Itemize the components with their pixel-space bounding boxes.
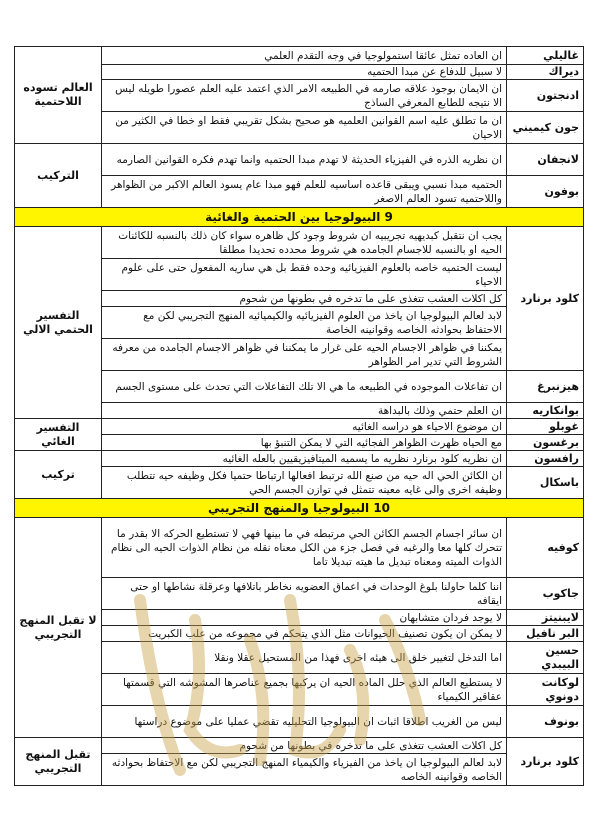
philosopher-name: لايبنيتز bbox=[507, 610, 584, 626]
quote-text: لابد لعالم البيولوجيا ان ياخذ من العلوم الفيزيائيه والكيميائيه المنهج التجريبي لكن مع الاحتفاظ بحوادثه الخاصه وقوانينه الخاصة bbox=[102, 307, 507, 339]
quote-text: كل اكلات العشب تتغذى على ما تدخره في بطونها من شحوم bbox=[102, 738, 507, 754]
quote-text: لابد لعالم البيولوجيا ان ياخذ من الفيزياء والكيمياء المنهج التجريبي لكن مع الاحتفاظ بحوادثه الخاصه وقوانينه الخاصه bbox=[102, 754, 507, 786]
philosopher-name: كلود برنارد bbox=[507, 227, 584, 371]
philosopher-name: غاليلي bbox=[507, 47, 584, 65]
position-label: التفسير الحتمي الالي bbox=[15, 227, 102, 419]
philosopher-name: حسين البيبدي bbox=[507, 642, 584, 674]
quote-text: ان الايمان بوجود علاقه صارمه في الطبيعه الامر الذي اعتمد عليه العلم عصورا طويله ليس الا نتيجه للطابع المعرفي الساذج bbox=[102, 80, 507, 112]
quote-text: لا يمكن ان يكون تصنيف الحيوانات مثل الذي يتحكم في مجموعه من علب الكبريت bbox=[102, 626, 507, 642]
quote-text: ان نظريه كلود برنارد نظريه ما يسميه الميتافيزيقيين بالعله الغائيه bbox=[102, 451, 507, 467]
table-row bbox=[15, 227, 584, 259]
quote-text: ان موضوع الاحياء هو دراسه الغائيه bbox=[102, 419, 507, 435]
philosopher-name: كوفيه bbox=[507, 518, 584, 578]
position-label: التفسير الغائي bbox=[15, 419, 102, 451]
philosopher-name: ديراك bbox=[507, 65, 584, 80]
quote-text: اننا كلما حاولنا بلوغ الوحدات في اعماق العضويه نخاطر باتلافها وعرقلة نشاطها او حتى ايقافه bbox=[102, 578, 507, 610]
quote-text: الحتميه مبدا نسبي ويبقى قاعده اساسيه للعلم فهو مبدا عام يسود العالم الاكبر من الظواهر واللاحتميه تسود العالم الاصغر bbox=[102, 176, 507, 208]
position-label: العالم تسوده اللاحتمية bbox=[15, 47, 102, 144]
position-label: التركيب bbox=[15, 144, 102, 208]
philosopher-name: بوفون bbox=[507, 176, 584, 208]
quote-text: ان العاده تمثل عائقا استمولوجيا في وجه التقدم العلمي bbox=[102, 47, 507, 65]
philosopher-name: لوكانت دونوي bbox=[507, 674, 584, 706]
quote-text: ان العلم حتمي وذلك بالبداهة bbox=[102, 403, 507, 419]
philosopher-name: جاكوب bbox=[507, 578, 584, 610]
philosopher-name: كلود برنارد bbox=[507, 738, 584, 786]
quote-text: ان الكائن الحي اله حيه من صنع الله ترتبط افعالها ارتباطا حتميا فكل وظيفه حيه تتطلب وظيفه اخرى والى غايه معينه تتمثل في توازن الجسم الحي bbox=[102, 467, 507, 499]
philosopher-name: جون كيميني bbox=[507, 112, 584, 144]
table-row bbox=[15, 451, 584, 467]
quote-text: لا سبيل للدفاع عن مبدا الحتميه bbox=[102, 65, 507, 80]
section-header: 10 البيولوجيا والمنهج التجريبي bbox=[15, 499, 584, 518]
section-header-row bbox=[15, 208, 584, 227]
quote-text: ان تفاعلات الموجوده في الطبيعه ما هي الا تلك التفاعلات التي تحدث على مستوى الجسم bbox=[102, 371, 507, 403]
philosopher-name: هيزنبرغ bbox=[507, 371, 584, 403]
table-row bbox=[15, 738, 584, 754]
philosopher-name: البر نافيل bbox=[507, 626, 584, 642]
quote-text: ان نظريه الذره في الفيزياء الحديثة لا تهدم مبدا الحتميه وانما تهدم فكره القوانين الصارمه bbox=[102, 144, 507, 176]
section-header-row bbox=[15, 499, 584, 518]
table-row bbox=[15, 144, 584, 176]
quote-text: مع الحياه ظهرت الظواهر الفجائيه التي لا يمكن التنبؤ بها bbox=[102, 435, 507, 451]
quote-text: ليست الحتميه خاصه بالعلوم الفيزيائيه وحده فقط بل هي ساريه المفعول حتى على علوم الاحياء bbox=[102, 259, 507, 291]
philosopher-name: لانجفان bbox=[507, 144, 584, 176]
philosopher-name: ادنجتون bbox=[507, 80, 584, 112]
philosopher-name: غوبلو bbox=[507, 419, 584, 435]
philosopher-name: بونوف bbox=[507, 706, 584, 738]
quote-text: اما التدخل لتغيير خلق الى هيئه اخرى فهذا من المستحيل عقلا ونقلا bbox=[102, 642, 507, 674]
position-label: تركيب bbox=[15, 451, 102, 499]
philosopher-name: رافسون bbox=[507, 451, 584, 467]
quote-text: يجب ان نتقبل كبديهيه تجريبيه ان شروط وجود كل ظاهره سواء كان ذلك بالنسبه للكائنات الحيه او بالنسبه للاجسام الجامده هي شروط محدده تحديدا مطلقا bbox=[102, 227, 507, 259]
table-row bbox=[15, 47, 584, 65]
position-label: لا تقبل المنهج التجريبي bbox=[15, 518, 102, 738]
position-label: تقبل المنهج التجريبي bbox=[15, 738, 102, 786]
table-row bbox=[15, 419, 584, 435]
quote-text: ان سائر اجسام الجسم الكائن الحي مرتبطه في ما بينها فهي لا تستطيع الحركه الا بقدر ما تتحرك كلها معا والرغبه في فصل جزء من الكل معناه نقله من نظام الذوات الحيه الى نظام الذوات الميته ومعناه تبديل ما هيته تبديلا تاما bbox=[102, 518, 507, 578]
philosopher-name: برغسون bbox=[507, 435, 584, 451]
lesson-table-container bbox=[14, 46, 584, 786]
philosopher-name: باسكال bbox=[507, 467, 584, 499]
quote-text: يمكننا في ظواهر الاجسام الحيه على غرار ما يمكننا في ظواهر الاجسام الجامده من معرفه الشروط التي تدير امر الظواهر bbox=[102, 339, 507, 371]
quote-text: ليس من الغريب اطلاقا اثبات ان البيولوجيا التحليليه تقضي عمليا على موضوع دراستها bbox=[102, 706, 507, 738]
philosopher-name: بوانكاريه bbox=[507, 403, 584, 419]
quote-text: كل اكلات العشب تتغذى على ما تدخره في بطونها من شحوم bbox=[102, 291, 507, 307]
quote-text: لا يستطيع العالم الذي حلل الماده الحيه ان يركبها بجميع عناصرها المشوشه التي قسمتها عقاقير الكيمياء bbox=[102, 674, 507, 706]
section-header: 9 البيولوجيا بين الحتمية والغائية bbox=[15, 208, 584, 227]
quote-text: ان ما تطلق عليه اسم القوانين العلميه هو صحيح بشكل تقريبي فقط او خطا في الكثير من الاحيان bbox=[102, 112, 507, 144]
lesson-table bbox=[14, 46, 584, 786]
quote-text: لا يوجد فردان متشابهان bbox=[102, 610, 507, 626]
table-row bbox=[15, 518, 584, 578]
